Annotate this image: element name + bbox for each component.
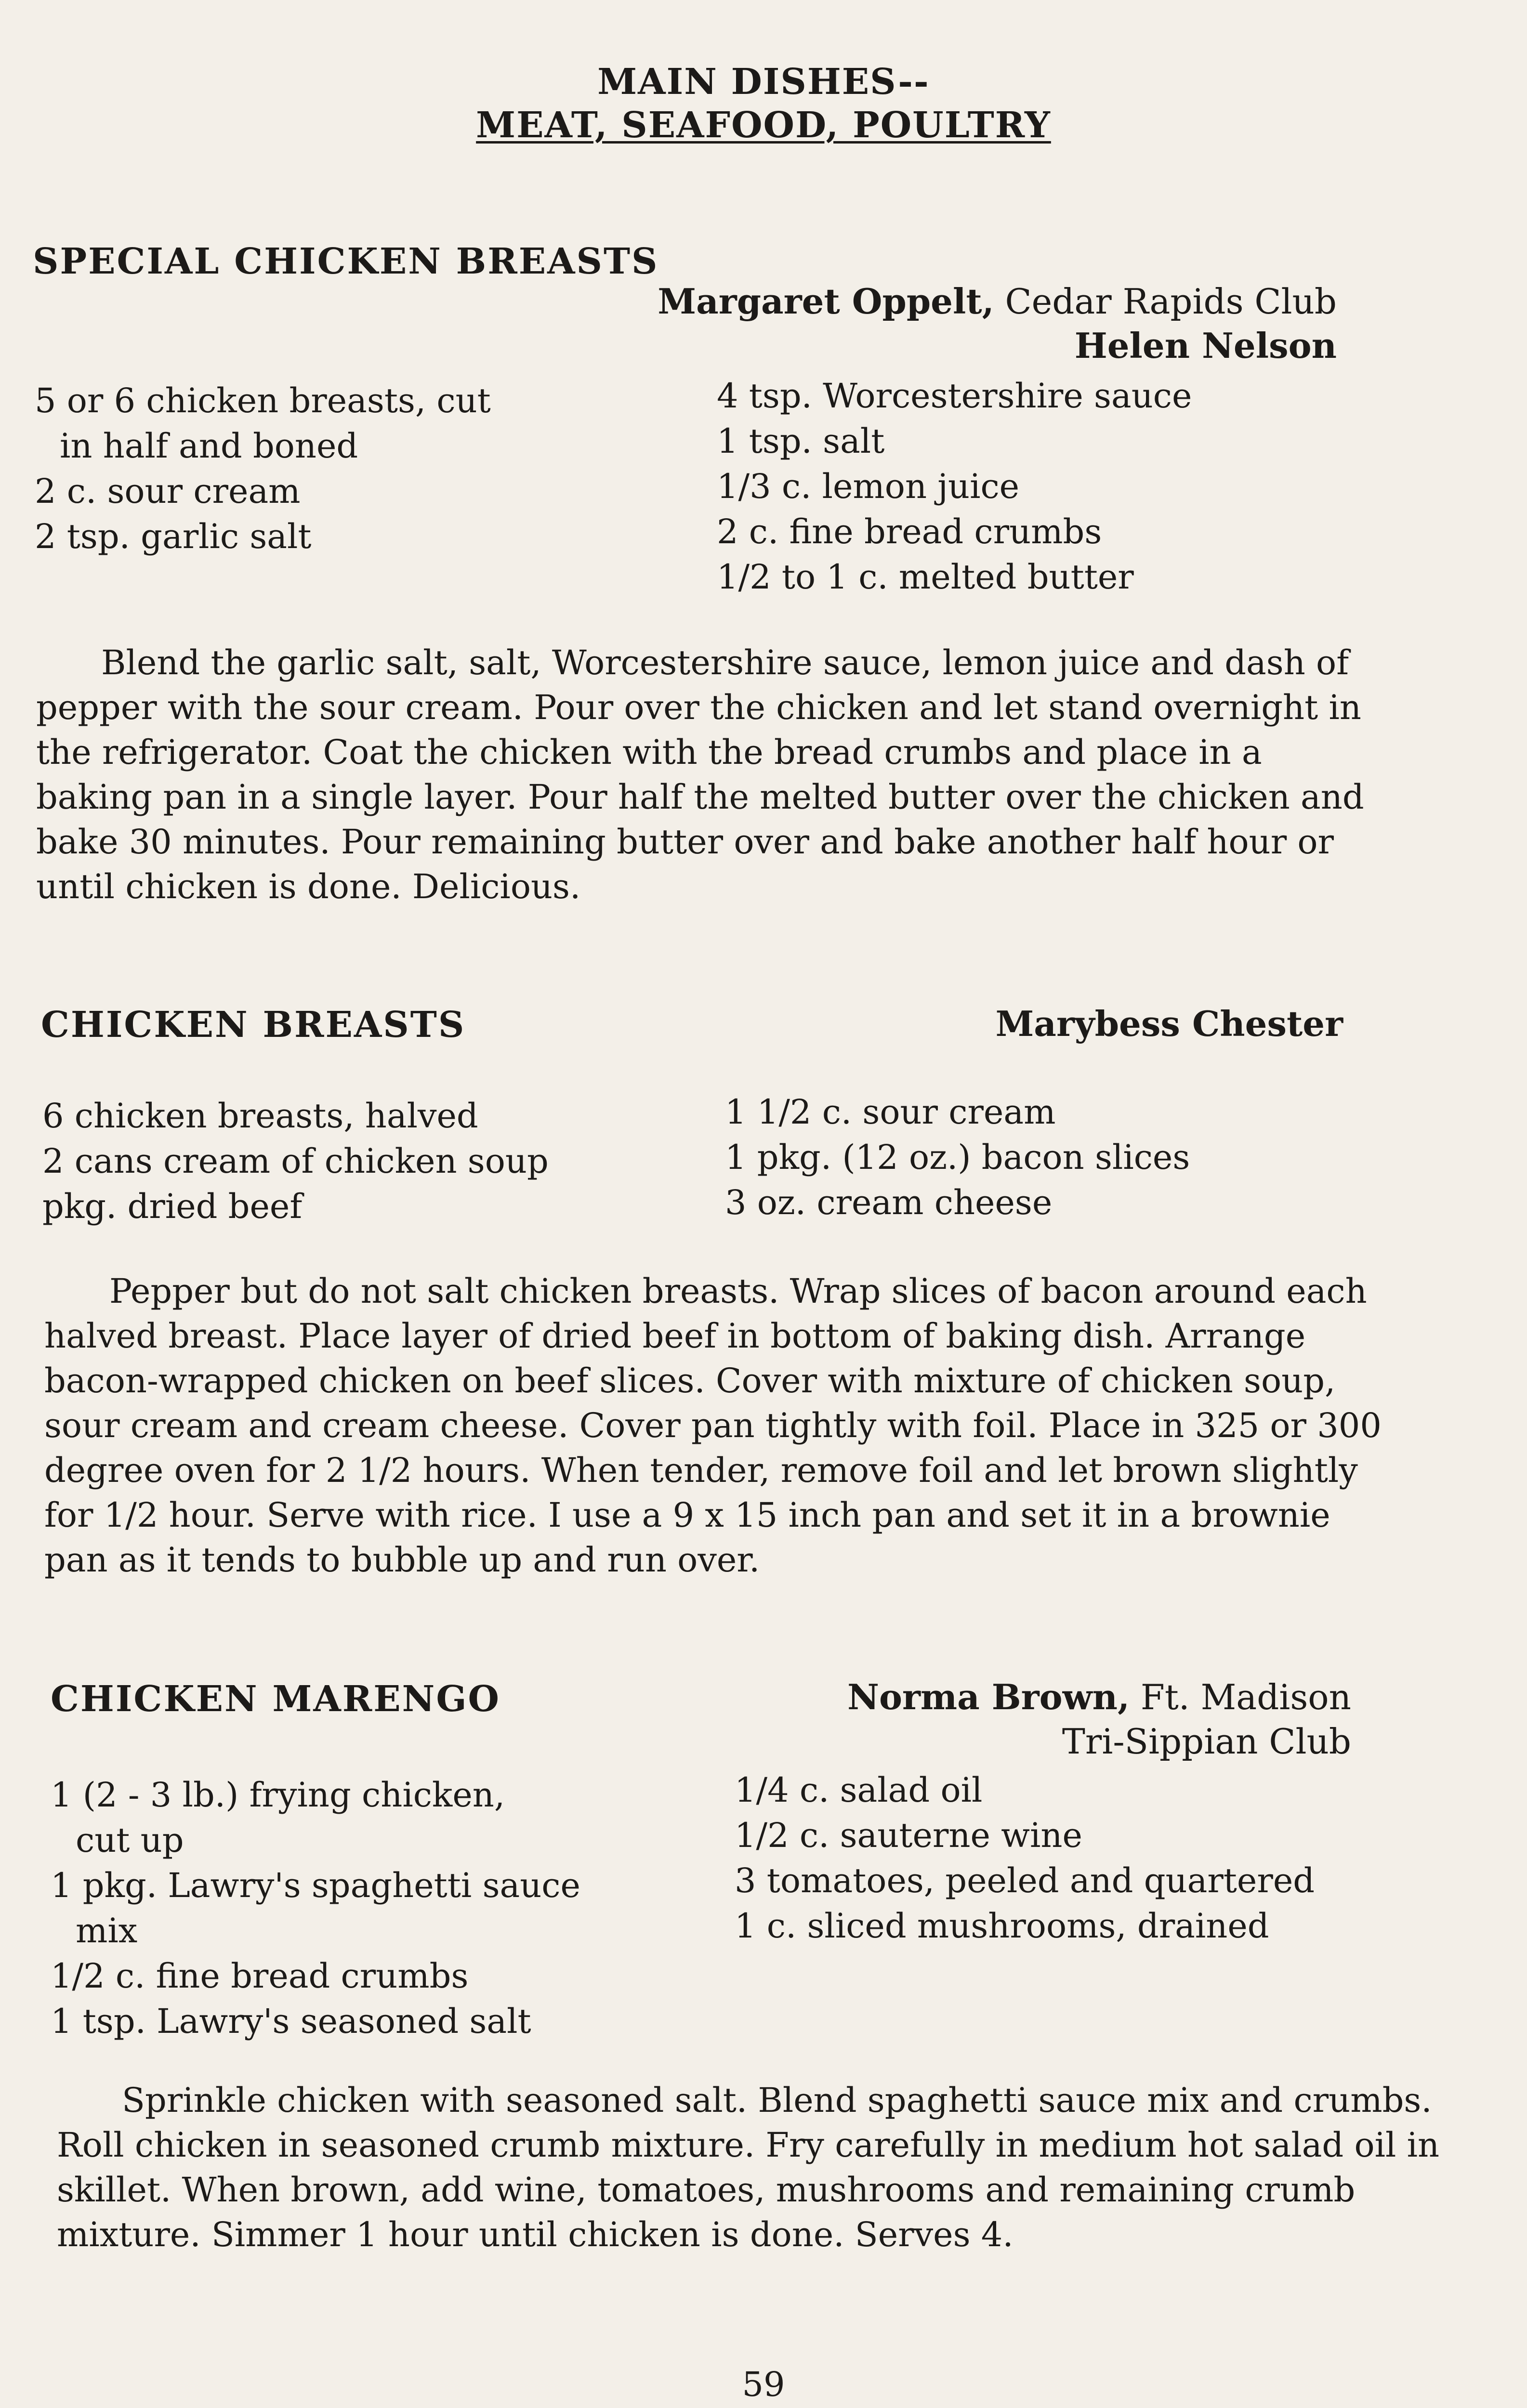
ingredient: 1/4 c. salad oil [735,1770,983,1810]
directions-text: Pepper but do not salt chicken breasts. Wrap slices of bacon around each halved breast. Place layer of dried beef in bottom of baking dish. Arrange bacon-wrapped chicken on beef slices. Cover with mixture of chicken soup, sour cream and cream cheese. Cover pan tightly with foil. Place in 325 or 300 degree oven for 2 1/2 hours. When tender, remove foil and let brown slightly for 1/2 hour. Serve with rice. I use a 9 x 15 inch pan and set it in a brownie pan as it tends to bubble up and run over. [44,1271,1382,1580]
ingredient: 2 cans cream of chicken soup [42,1141,549,1181]
ingredients-right [717,373,1192,600]
ingredient: 2 c. sour cream [35,471,301,511]
ingredient: mix [76,1911,138,1950]
recipe-title-chicken-marengo: CHICKEN MARENGO [51,1678,500,1720]
ingredient: 5 or 6 chicken breasts, cut [35,381,491,420]
ingredient: cut up [76,1820,184,1860]
ingredients-right [735,1767,1315,1949]
ingredients-left [42,1093,549,1229]
contributor-name: Marybess Chester [995,1003,1343,1044]
recipe-attribution [847,1675,1351,1764]
ingredients-left [51,1772,580,2044]
ingredient: 3 tomatoes, peeled and quartered [735,1861,1315,1900]
contributor-club: Ft. Madison [1130,1677,1351,1717]
ingredient: 6 chicken breasts, halved [42,1096,478,1136]
contributor-club: Cedar Rapids Club [994,281,1337,322]
contributor-name: Helen Nelson [1074,325,1337,366]
ingredient: 1 1/2 c. sour cream [725,1092,1056,1132]
ingredient: 1 tsp. Lawry's seasoned salt [51,2002,531,2041]
page-number: 59 [742,2365,785,2404]
ingredient: in half and boned [60,426,358,466]
section-heading-line2: MEAT, SEAFOOD, POULTRY [476,105,1051,146]
contributor-name: Margaret Oppelt, [658,281,994,322]
ingredient: 1 tsp. salt [717,421,885,461]
contributor-club: Tri-Sippian Club [1062,1721,1351,1762]
recipe-directions [44,1269,1388,1583]
recipe-attribution [658,279,1337,368]
ingredient: 1 pkg. (12 oz.) bacon slices [725,1138,1190,1177]
ingredient: 1/2 c. sauterne wine [735,1816,1082,1855]
recipe-title-special-chicken-breasts: SPECIAL CHICKEN BREASTS [33,241,659,282]
ingredient: 1 (2 - 3 lb.) frying chicken, [51,1775,505,1815]
ingredient: 1 pkg. Lawry's spaghetti sauce [51,1866,580,1905]
ingredient: 3 oz. cream cheese [725,1183,1053,1222]
ingredient: 2 tsp. garlic salt [35,517,312,556]
directions-text: Blend the garlic salt, salt, Worcestershire sauce, lemon juice and dash of pepper with the sour cream. Pour over the chicken and let stand overnight in the refrigerator. Coat the chicken with the bread crumbs and place in a baking pan in a single layer. Pour half the melted butter over the chicken and bake 30 minutes. Pour remaining butter over and bake another half hour or until chicken is done. Delicious. [36,643,1364,906]
ingredient: 1 c. sliced mushrooms, drained [735,1906,1269,1946]
ingredients-left [35,378,491,559]
ingredient: 1/2 to 1 c. melted butter [717,557,1134,597]
section-heading [0,60,1527,147]
ingredient: 4 tsp. Worcestershire sauce [717,376,1192,416]
section-heading-line1: MAIN DISHES-- [597,61,930,103]
recipe-attribution [996,1002,1343,1046]
ingredient: 1/2 c. fine bread crumbs [51,1956,469,1996]
recipe-title-chicken-breasts: CHICKEN BREASTS [41,1004,466,1046]
ingredients-right [725,1089,1190,1225]
directions-text: Sprinkle chicken with seasoned salt. Blend spaghetti sauce mix and crumbs. Roll chicken in seasoned crumb mixture. Fry carefully in medium hot salad oil in skillet. When brown, add wine, tomatoes, mushrooms and remaining crumb mixture. Simmer 1 hour until chicken is done. Serves 4. [57,2081,1440,2254]
ingredient: pkg. dried beef [42,1187,303,1226]
contributor-name: Norma Brown, [847,1676,1130,1717]
recipe-directions [36,641,1380,909]
ingredient: 2 c. fine bread crumbs [717,512,1102,551]
ingredient: 1/3 c. lemon juice [717,467,1020,506]
recipe-directions [57,2078,1444,2257]
